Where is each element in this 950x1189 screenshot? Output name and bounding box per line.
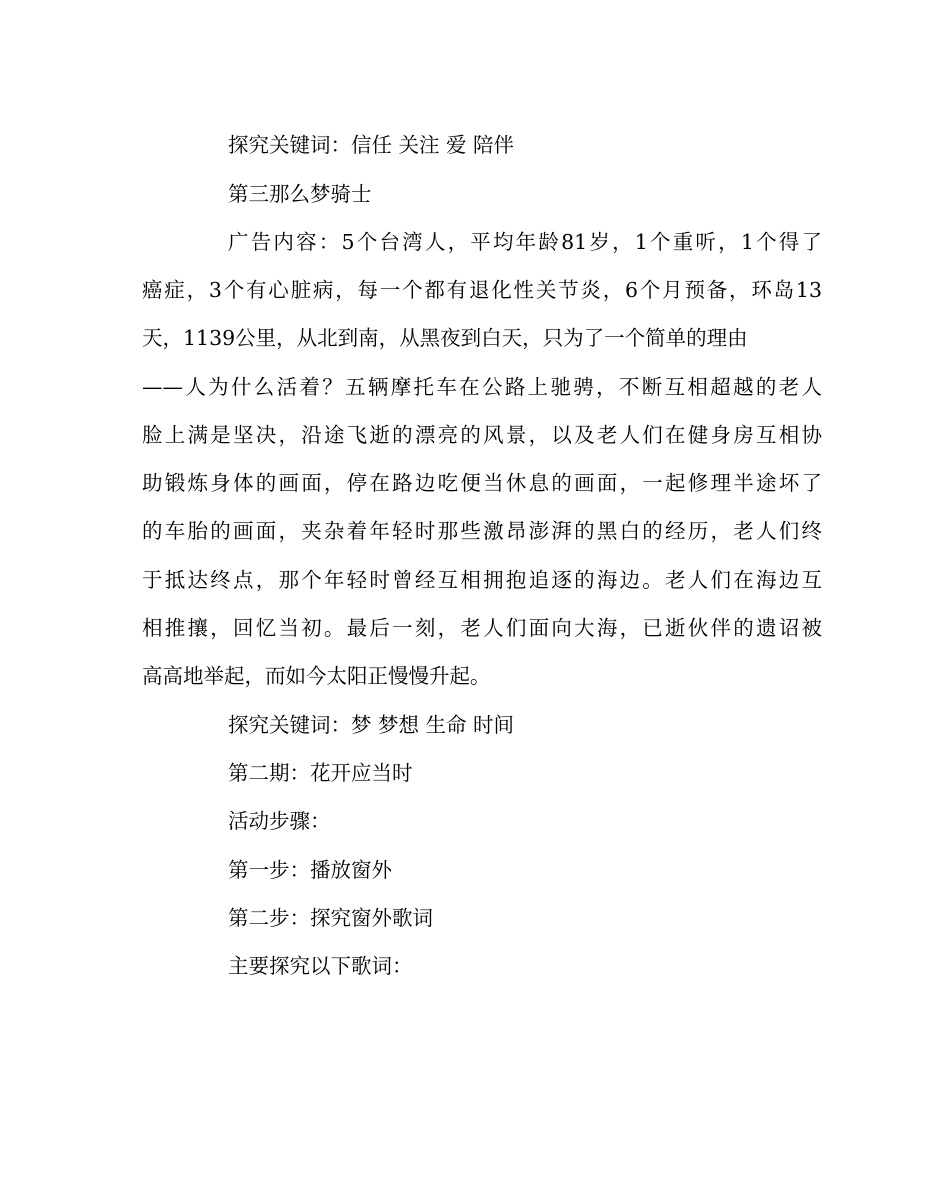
- lyrics-intro: 主要探究以下歌词：: [228, 954, 413, 978]
- keywords-line-2: 探究关键词：梦 梦想 生命 时间: [228, 713, 515, 737]
- ad-content-line-5: 脸上满是坚决，沿途飞逝的漂亮的风景，以及老人们在健身房互相协: [142, 423, 822, 447]
- ad-content-line-7: 的车胎的画面，夹杂着年轻时那些激昂澎湃的黑白的经历，老人们终: [142, 519, 822, 543]
- step-one: 第一步：播放窗外: [228, 858, 392, 882]
- ad-content-line-9: 相推攘，回忆当初。最后一刻，老人们面向大海，已逝伙伴的遗诏被: [142, 616, 822, 640]
- ad-content-line-6: 助锻炼身体的画面，停在路边吃便当休息的画面，一起修理半途坏了: [142, 471, 822, 495]
- ad-content-line-3: 天，1139公里，从北到南，从黑夜到白天，只为了一个简单的理由: [142, 326, 748, 350]
- ad-content-line-8: 于抵达终点，那个年轻时曾经互相拥抱追逐的海边。老人们在海边互: [142, 568, 822, 592]
- step-two: 第二步：探究窗外歌词: [228, 906, 433, 930]
- ad-content-line-4: ——人为什么活着？五辆摩托车在公路上驰骋，不断互相超越的老人: [142, 375, 822, 399]
- ad-content-line-1: 广告内容：5个台湾人，平均年龄81岁，1个重听，1个得了: [228, 230, 822, 254]
- ad-content-line-2: 癌症，3个有心脏病，每一个都有退化性关节炎，6个月预备，环岛13: [142, 278, 822, 302]
- ad-content-line-10: 高高地举起，而如今太阳正慢慢升起。: [142, 664, 491, 688]
- section-title-phase-two: 第二期：花开应当时: [228, 761, 413, 785]
- section-title-dream-riders: 第三那么梦骑士: [228, 182, 372, 206]
- activity-steps-heading: 活动步骤：: [228, 809, 331, 833]
- keywords-line-1: 探究关键词：信任 关注 爱 陪伴: [228, 133, 515, 157]
